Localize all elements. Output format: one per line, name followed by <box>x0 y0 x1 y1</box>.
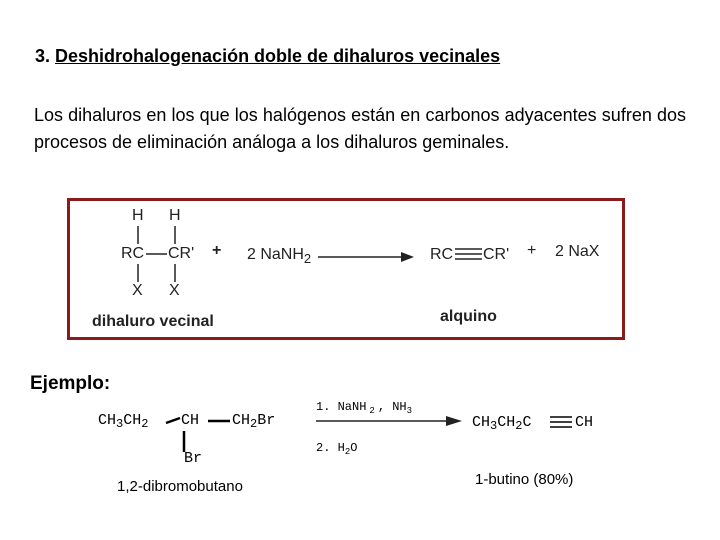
atom-h2: H <box>169 207 181 224</box>
example-heading: Ejemplo: <box>30 373 111 394</box>
example-product-ch: CH <box>575 414 594 431</box>
example-reactant-br-branch: Br <box>184 450 203 467</box>
heading-title: Deshidrohalogenación doble de dihaluros vecinales <box>55 46 501 66</box>
example-product-name: 1-butino (80%) <box>475 471 574 488</box>
product-rc: RC <box>430 246 454 263</box>
label-dihaluro-vecinal: dihaluro vecinal <box>92 313 214 330</box>
ex-bond-1 <box>166 418 180 423</box>
example-product-ch3ch2c: $CH_3CH_2C$ <box>472 414 532 433</box>
atom-cr: CR' <box>168 245 195 262</box>
example-reactant-ch3ch2: $CH_3CH_2$ <box>98 412 149 431</box>
atom-x2: X <box>169 282 180 299</box>
heading-number: 3. <box>35 46 51 66</box>
reaction-arrow-head <box>401 252 414 262</box>
plus-sign-2: + <box>527 242 537 259</box>
byproduct-nax: 2 NaX <box>555 243 600 260</box>
atom-x1: X <box>132 282 143 299</box>
intro-paragraph: Los dihaluros en los que los halógenos están en carbonos adyacentes sufren dos procesos de eliminación análoga a los dihaluros geminales. <box>34 105 686 152</box>
condition-step1: 1. NaNH $_2$ , $NH_3$ <box>316 400 413 416</box>
reagent-nanh2: 2 NaNH$_2$ <box>247 246 312 266</box>
example-reactant-name: 1,2-dibromobutano <box>117 478 243 495</box>
condition-step2: 2. $H_2O$ <box>316 441 358 457</box>
plus-sign-1: + <box>212 242 222 259</box>
atom-h1: H <box>132 207 144 224</box>
label-alquino: alquino <box>440 308 497 325</box>
example-reactant-ch2br: $CH_2Br$ <box>232 412 276 431</box>
example-arrow-head <box>446 416 462 426</box>
product-cr: CR' <box>483 246 510 263</box>
example-reactant-ch: CH <box>181 412 200 429</box>
atom-rc: RC <box>121 245 145 262</box>
